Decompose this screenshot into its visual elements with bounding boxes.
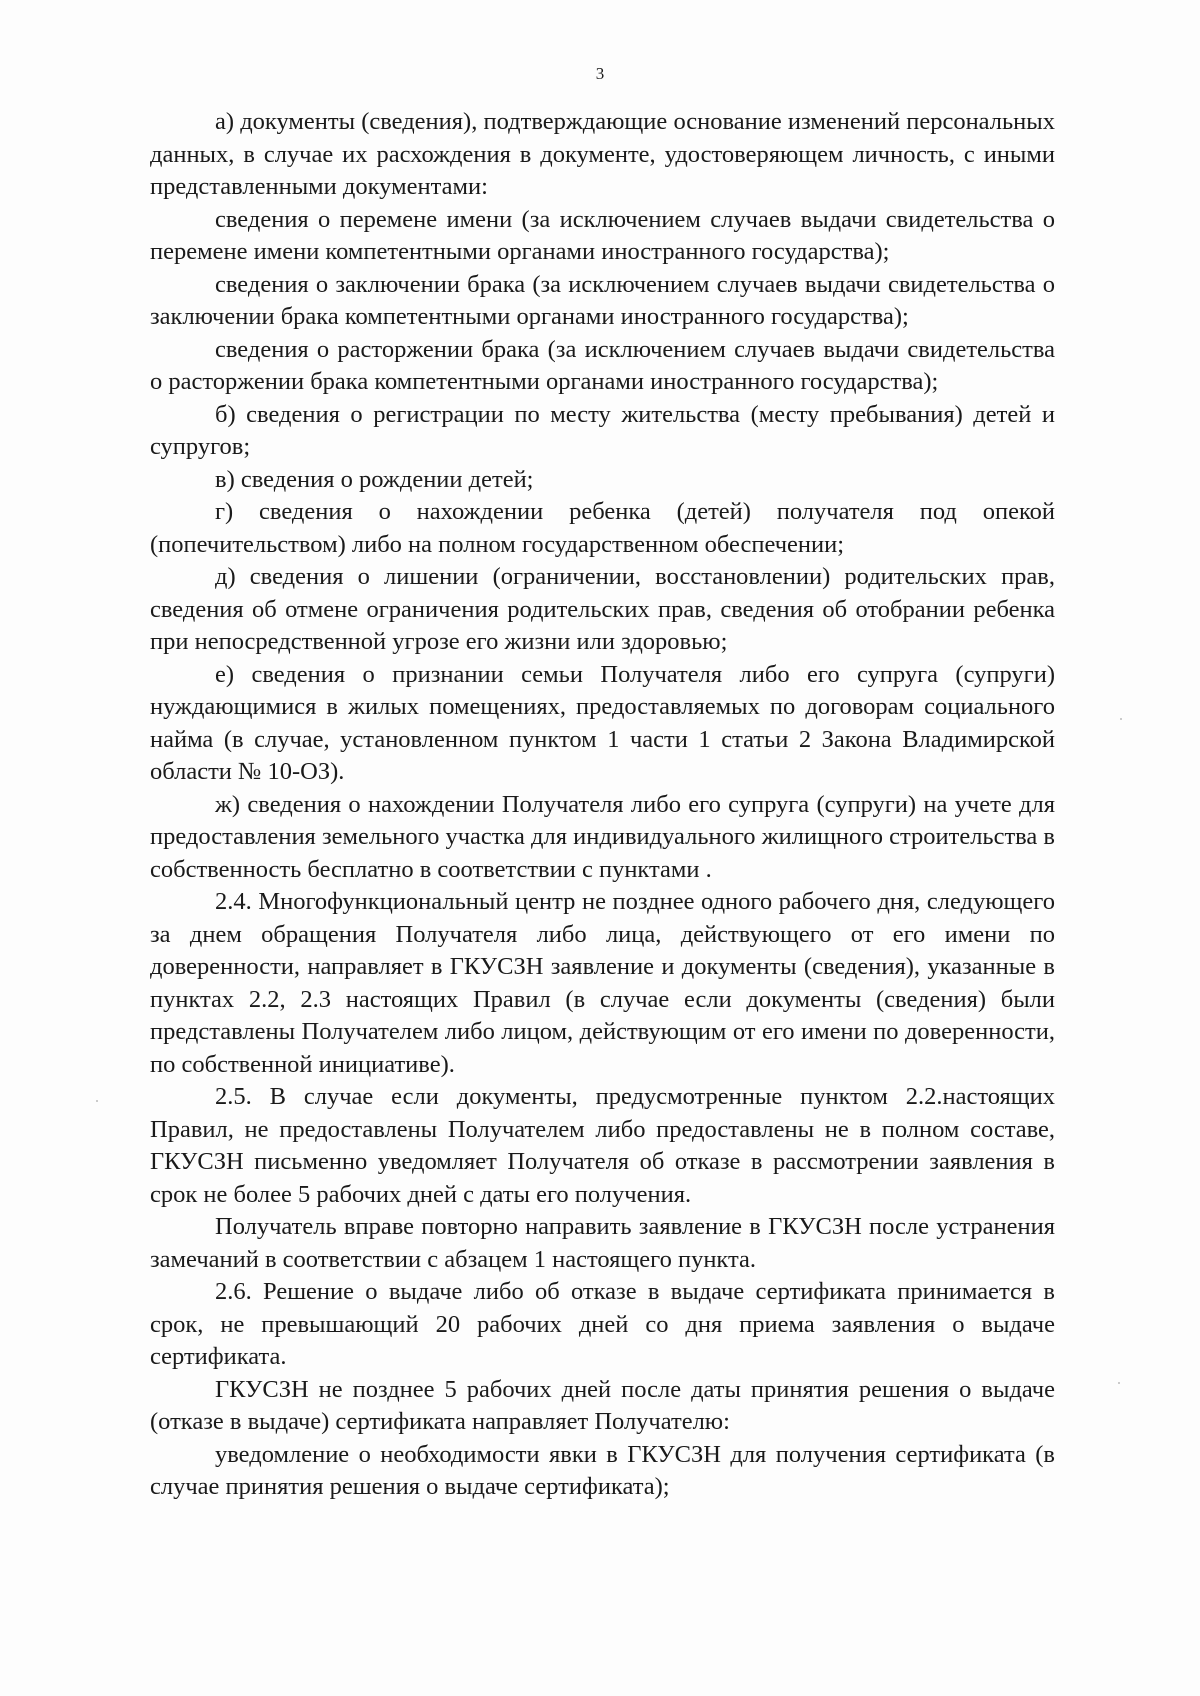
paragraph-a: а) документы (сведения), подтверждающие основание изменений персональных данных, в случае их расхождения в документе, удостоверяющем личность, с иными представленными документами: xyxy=(150,108,1055,200)
document-body xyxy=(150,106,1055,1504)
paragraph-notification-item: уведомление о необходимости явки в ГКУСЗН для получения сертификата (в случае принятия решения о выдаче сертификата); xyxy=(150,1440,1055,1500)
paragraph-zh: ж) сведения о нахождении Получателя либо его супруга (супруги) на учете для предоставления земельного участка для индивидуального жилищного строительства в собственность бесплатно в соответствии с пунктами . xyxy=(150,790,1055,883)
paragraph-divorce: сведения о расторжении брака (за исключением случаев выдачи свидетельства о расторжении брака компетентными органами иностранного государства); xyxy=(150,335,1055,395)
paragraph-2-4: 2.4. Многофункциональный центр не позднее одного рабочего дня, следующего за днем обращения Получателя либо лица, действующего от его имени по доверенности, направляет в ГКУСЗН заявление и документы (сведения), указанные в пунктах 2.2, 2.3 настоящих Правил (в случае если документы (сведения) были представлены Получателем либо лицом, действующим от его имени по доверенности, по собственной инициативе). xyxy=(150,888,1055,1078)
paragraph-d: д) сведения о лишении (ограничении, восстановлении) родительских прав, сведения об отмене ограничения родительских прав, сведения об отобрании ребенка при непосредственной угрозе его жизни или здоровью; xyxy=(150,563,1055,655)
scan-speck xyxy=(1120,718,1122,720)
paragraph-b: б) сведения о регистрации по месту жительства (месту пребывания) детей и супругов; xyxy=(150,400,1055,460)
scan-speck xyxy=(1118,1382,1120,1384)
paragraph-marriage: сведения о заключении брака (за исключением случаев выдачи свидетельства о заключении брака компетентными органами иностранного государства); xyxy=(150,270,1055,330)
paragraph-notification-deadline: ГКУСЗН не позднее 5 рабочих дней после даты принятия решения о выдаче (отказе в выдаче) сертификата направляет Получателю: xyxy=(150,1375,1055,1435)
paragraph-g: г) сведения о нахождении ребенка (детей) получателя под опекой (попечительством) либо на полном государственном обеспечении; xyxy=(150,498,1055,558)
paragraph-e: е) сведения о признании семьи Получателя либо его супруга (супруги) нуждающимися в жилых помещениях, предоставляемых по договорам социального найма (в случае, установленном пунктом 1 части 1 статьи 2 Закона Владимирской области № 10-ОЗ). xyxy=(150,660,1055,785)
paragraph-2-5: 2.5. В случае если документы, предусмотренные пунктом 2.2.настоящих Правил, не предоставлены Получателем либо предоставлены не в полном составе, ГКУСЗН письменно уведомляет Получателя об отказе в рассмотрении заявления в срок не более 5 рабочих дней с даты его получения. xyxy=(150,1083,1055,1208)
paragraph-name-change: сведения о перемене имени (за исключением случаев выдачи свидетельства о перемене имени компетентными органами иностранного государства); xyxy=(150,205,1055,265)
paragraph-resubmit: Получатель вправе повторно направить заявление в ГКУСЗН после устранения замечаний в соответствии с абзацем 1 настоящего пункта. xyxy=(150,1213,1055,1273)
page-number: 3 xyxy=(595,64,605,83)
scan-speck xyxy=(96,1100,98,1102)
paragraph-v: в) сведения о рождении детей; xyxy=(215,465,534,493)
paragraph-2-6: 2.6. Решение о выдаче либо об отказе в выдаче сертификата принимается в срок, не превышающий 20 рабочих дней со дня приема заявления о выдаче сертификата. xyxy=(150,1278,1055,1370)
